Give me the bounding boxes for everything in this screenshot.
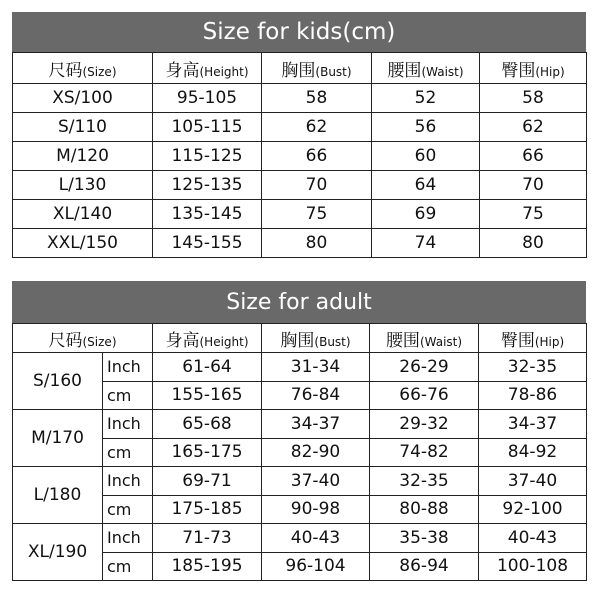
bust-cell: 80 (262, 229, 372, 258)
header-height: 身高(Height) (153, 53, 262, 84)
unit-cell: cm (103, 381, 153, 410)
unit-cell: cm (103, 552, 153, 581)
bust-cell: 66 (262, 142, 372, 171)
hip-cell: 34-37 (479, 410, 587, 439)
bust-cell: 40-43 (262, 524, 370, 553)
adult-header-row (13, 324, 587, 353)
header-bust: 胸围(Bust) (262, 324, 370, 353)
unit-cell: cm (103, 438, 153, 467)
bust-cell: 76-84 (262, 381, 370, 410)
header-hip: 臀围(Hip) (479, 324, 587, 353)
height-cell: 165-175 (153, 438, 262, 467)
height-cell: 69-71 (153, 467, 262, 496)
height-cell: 175-185 (153, 495, 262, 524)
waist-cell: 69 (372, 200, 480, 229)
bust-cell: 70 (262, 171, 372, 200)
waist-cell: 29-32 (370, 410, 479, 439)
size-cell: L/180 (13, 467, 103, 524)
unit-cell: Inch (103, 353, 153, 382)
table-row (13, 200, 587, 229)
height-cell: 125-135 (153, 171, 262, 200)
hip-cell: 75 (480, 200, 587, 229)
waist-cell: 86-94 (370, 552, 479, 581)
size-cell: M/120 (13, 142, 153, 171)
size-cell: M/170 (13, 410, 103, 467)
bust-cell: 90-98 (262, 495, 370, 524)
size-cell: XL/190 (13, 524, 103, 581)
header-size: 尺码(Size) (13, 324, 153, 353)
height-cell: 145-155 (153, 229, 262, 258)
bust-cell: 75 (262, 200, 372, 229)
height-cell: 105-115 (153, 113, 262, 142)
table-row (13, 113, 587, 142)
hip-cell: 66 (480, 142, 587, 171)
hip-cell: 40-43 (479, 524, 587, 553)
size-cell: S/160 (13, 353, 103, 410)
table-row (13, 171, 587, 200)
waist-cell: 74-82 (370, 438, 479, 467)
height-cell: 115-125 (153, 142, 262, 171)
hip-cell: 37-40 (479, 467, 587, 496)
hip-cell: 78-86 (479, 381, 587, 410)
hip-cell: 92-100 (479, 495, 587, 524)
waist-cell: 80-88 (370, 495, 479, 524)
hip-cell: 70 (480, 171, 587, 200)
table-row (13, 229, 587, 258)
waist-cell: 74 (372, 229, 480, 258)
header-hip: 臀围(Hip) (480, 53, 587, 84)
waist-cell: 32-35 (370, 467, 479, 496)
header-waist: 腰围(Waist) (370, 324, 479, 353)
bust-cell: 34-37 (262, 410, 370, 439)
table-row (13, 353, 587, 382)
table-row (13, 467, 587, 496)
kids-size-chart (12, 12, 586, 258)
waist-cell: 56 (372, 113, 480, 142)
height-cell: 185-195 (153, 552, 262, 581)
bust-cell: 58 (262, 84, 372, 113)
waist-cell: 35-38 (370, 524, 479, 553)
height-cell: 135-145 (153, 200, 262, 229)
unit-cell: Inch (103, 467, 153, 496)
size-cell: L/130 (13, 171, 153, 200)
table-row (13, 142, 587, 171)
header-size: 尺码(Size) (13, 53, 153, 84)
header-height: 身高(Height) (153, 324, 262, 353)
hip-cell: 80 (480, 229, 587, 258)
waist-cell: 66-76 (370, 381, 479, 410)
bust-cell: 96-104 (262, 552, 370, 581)
height-cell: 65-68 (153, 410, 262, 439)
height-cell: 155-165 (153, 381, 262, 410)
kids-size-table (12, 52, 587, 258)
waist-cell: 64 (372, 171, 480, 200)
waist-cell: 60 (372, 142, 480, 171)
unit-cell: Inch (103, 524, 153, 553)
adult-size-table (12, 323, 587, 581)
hip-cell: 100-108 (479, 552, 587, 581)
bust-cell: 62 (262, 113, 372, 142)
kids-header-row (13, 53, 587, 84)
adult-chart-title: Size for adult (12, 281, 586, 323)
table-row (13, 84, 587, 113)
hip-cell: 84-92 (479, 438, 587, 467)
waist-cell: 52 (372, 84, 480, 113)
height-cell: 61-64 (153, 353, 262, 382)
waist-cell: 26-29 (370, 353, 479, 382)
bust-cell: 31-34 (262, 353, 370, 382)
size-cell: XL/140 (13, 200, 153, 229)
height-cell: 71-73 (153, 524, 262, 553)
unit-cell: Inch (103, 410, 153, 439)
hip-cell: 32-35 (479, 353, 587, 382)
adult-size-chart (12, 281, 586, 581)
header-bust: 胸围(Bust) (262, 53, 372, 84)
table-row (13, 524, 587, 553)
size-cell: XXL/150 (13, 229, 153, 258)
size-cell: S/110 (13, 113, 153, 142)
kids-chart-title: Size for kids(cm) (12, 12, 586, 52)
header-waist: 腰围(Waist) (372, 53, 480, 84)
bust-cell: 37-40 (262, 467, 370, 496)
unit-cell: cm (103, 495, 153, 524)
size-cell: XS/100 (13, 84, 153, 113)
height-cell: 95-105 (153, 84, 262, 113)
hip-cell: 62 (480, 113, 587, 142)
bust-cell: 82-90 (262, 438, 370, 467)
table-row (13, 410, 587, 439)
hip-cell: 58 (480, 84, 587, 113)
